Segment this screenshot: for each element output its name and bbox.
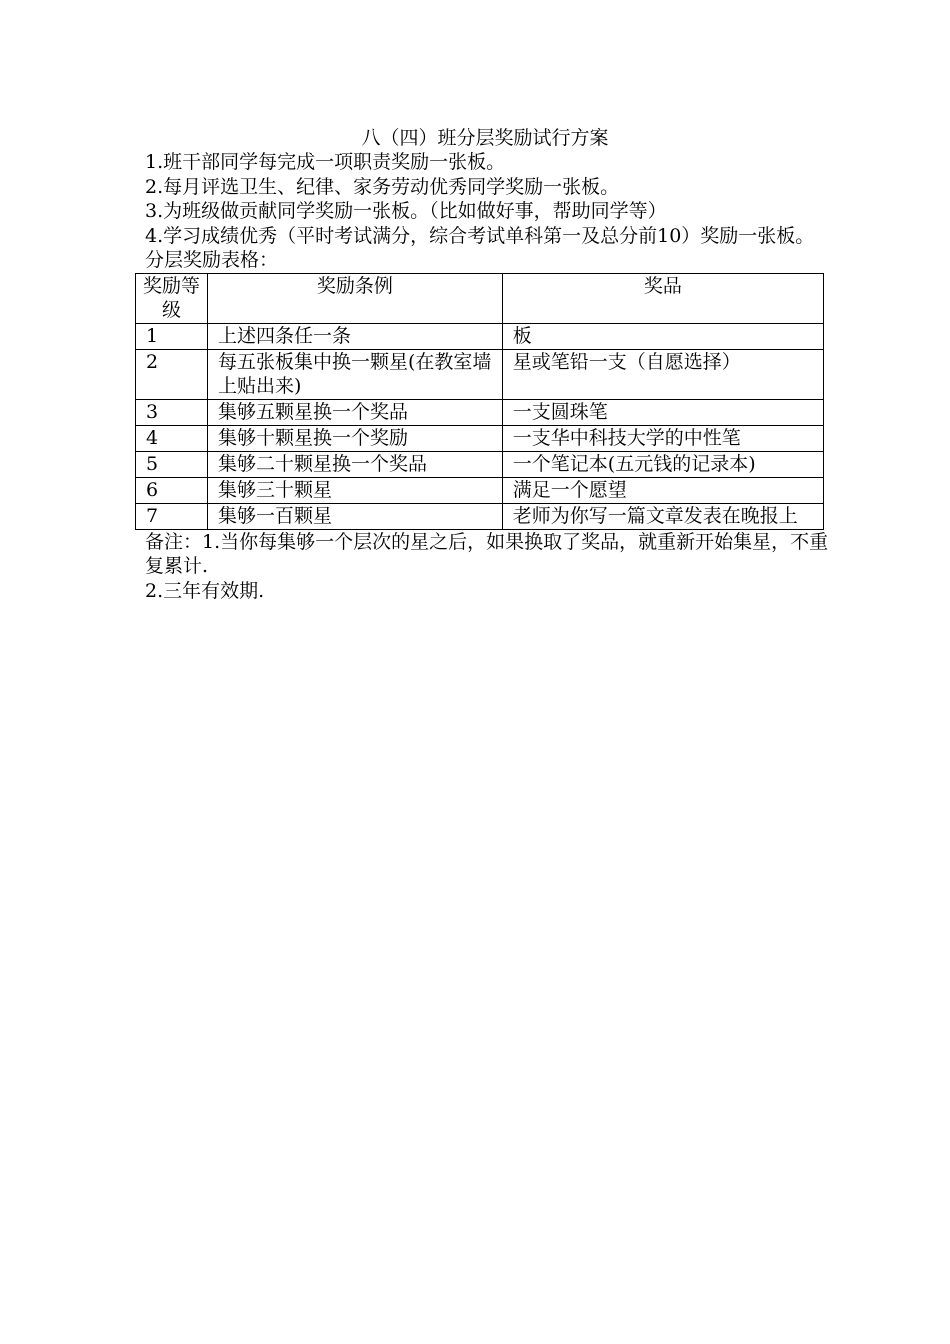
rule-3: 3.为班级做贡献同学奖励一张板。（比如做好事，帮助同学等） bbox=[145, 200, 667, 222]
table-row bbox=[136, 503, 824, 529]
table-header-row bbox=[136, 273, 824, 323]
condition-cell: 集够二十颗星换一个奖品 bbox=[207, 451, 502, 477]
header-level: 奖励等级 bbox=[136, 273, 208, 323]
prize-cell: 满足一个愿望 bbox=[502, 477, 823, 503]
level-cell: 6 bbox=[136, 477, 208, 503]
prize-cell: 星或笔铅一支（自愿选择） bbox=[502, 349, 823, 399]
table-caption: 分层奖励表格： bbox=[145, 249, 279, 271]
condition-cell: 上述四条任一条 bbox=[207, 323, 502, 349]
table-row bbox=[136, 349, 824, 399]
prize-cell: 一支圆珠笔 bbox=[502, 399, 823, 425]
table-row bbox=[136, 451, 824, 477]
condition-cell: 集够一百颗星 bbox=[207, 503, 502, 529]
table-row bbox=[136, 399, 824, 425]
level-cell: 2 bbox=[136, 349, 208, 399]
condition-cell: 集够十颗星换一个奖励 bbox=[207, 425, 502, 451]
prize-cell: 老师为你写一篇文章发表在晚报上 bbox=[502, 503, 823, 529]
condition-cell: 集够五颗星换一个奖品 bbox=[207, 399, 502, 425]
document-title: 八（四）班分层奖励试行方案 bbox=[361, 127, 609, 149]
table-row bbox=[136, 425, 824, 451]
table-row bbox=[136, 323, 824, 349]
document-page bbox=[142, 126, 835, 603]
note-1: 备注：1.当你每集够一个层次的星之后，如果换取了奖品，就重新开始集星，不重复累计. bbox=[145, 530, 829, 577]
level-cell: 7 bbox=[136, 503, 208, 529]
prize-cell: 板 bbox=[502, 323, 823, 349]
reward-table bbox=[135, 273, 824, 530]
note-2: 2.三年有效期. bbox=[145, 579, 265, 602]
rule-2: 2.每月评选卫生、纪律、家务劳动优秀同学奖励一张板。 bbox=[145, 175, 620, 198]
level-cell: 1 bbox=[136, 323, 208, 349]
rule-1: 1.班干部同学每完成一项职责奖励一张板。 bbox=[145, 151, 506, 173]
prize-cell: 一支华中科技大学的中性笔 bbox=[502, 425, 823, 451]
level-cell: 4 bbox=[136, 425, 208, 451]
header-prize: 奖品 bbox=[502, 273, 823, 323]
prize-cell: 一个笔记本(五元钱的记录本) bbox=[502, 451, 823, 477]
level-cell: 3 bbox=[136, 399, 208, 425]
header-condition: 奖励条例 bbox=[207, 273, 502, 323]
level-cell: 5 bbox=[136, 451, 208, 477]
rule-4: 4.学习成绩优秀（平时考试满分，综合考试单科第一及总分前10）奖励一张板。 bbox=[145, 224, 815, 247]
table-row bbox=[136, 477, 824, 503]
condition-cell: 集够三十颗星 bbox=[207, 477, 502, 503]
condition-cell: 每五张板集中换一颗星(在教室墙上贴出来) bbox=[207, 349, 502, 399]
